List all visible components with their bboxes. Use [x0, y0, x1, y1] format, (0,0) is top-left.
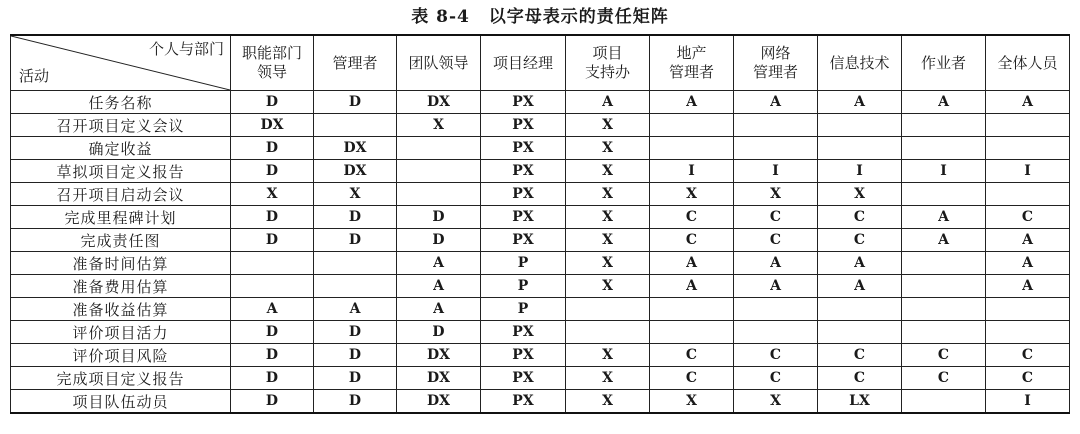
table-row	[11, 91, 1070, 114]
responsibility-cell: I	[650, 160, 734, 183]
activity-cell: 任务名称	[11, 91, 231, 114]
responsibility-cell	[397, 137, 481, 160]
responsibility-cell: A	[986, 275, 1070, 298]
column-header: 团队领导	[397, 35, 481, 91]
column-header: 管理者	[314, 35, 397, 91]
responsibility-cell	[818, 298, 902, 321]
activity-cell: 项目队伍动员	[11, 390, 231, 414]
responsibility-cell: D	[231, 91, 314, 114]
responsibility-cell: X	[566, 183, 650, 206]
responsibility-cell	[902, 183, 986, 206]
responsibility-cell: PX	[481, 183, 566, 206]
responsibility-cell: A	[734, 252, 818, 275]
responsibility-cell: DX	[231, 114, 314, 137]
responsibility-cell	[650, 321, 734, 344]
responsibility-cell: DX	[397, 390, 481, 414]
responsibility-cell: A	[650, 252, 734, 275]
column-header: 全体人员	[986, 35, 1070, 91]
header-row	[11, 35, 1070, 91]
responsibility-cell	[734, 298, 818, 321]
responsibility-cell: D	[231, 344, 314, 367]
table-caption	[0, 0, 1080, 34]
activity-cell: 完成里程碑计划	[11, 206, 231, 229]
responsibility-cell: DX	[314, 137, 397, 160]
responsibility-cell	[650, 114, 734, 137]
column-header: 信息技术	[818, 35, 902, 91]
matrix-body	[11, 91, 1070, 414]
responsibility-cell: C	[734, 206, 818, 229]
responsibility-cell	[902, 137, 986, 160]
activity-cell: 召开项目定义会议	[11, 114, 231, 137]
responsibility-cell: C	[734, 229, 818, 252]
responsibility-cell	[650, 298, 734, 321]
responsibility-cell: I	[986, 160, 1070, 183]
responsibility-cell	[314, 275, 397, 298]
responsibility-cell	[231, 275, 314, 298]
responsibility-cell: A	[566, 91, 650, 114]
responsibility-cell: PX	[481, 206, 566, 229]
responsibility-cell	[734, 137, 818, 160]
responsibility-cell	[734, 321, 818, 344]
responsibility-cell: D	[231, 390, 314, 414]
responsibility-cell: C	[650, 229, 734, 252]
responsibility-cell: P	[481, 298, 566, 321]
responsibility-cell: P	[481, 275, 566, 298]
responsibility-cell: C	[986, 206, 1070, 229]
responsibility-cell: PX	[481, 229, 566, 252]
responsibility-cell: PX	[481, 114, 566, 137]
table-row	[11, 390, 1070, 414]
responsibility-cell: X	[566, 367, 650, 390]
responsibility-cell: I	[818, 160, 902, 183]
activity-cell: 准备费用估算	[11, 275, 231, 298]
activity-cell: 准备时间估算	[11, 252, 231, 275]
responsibility-cell	[818, 321, 902, 344]
responsibility-cell: D	[231, 229, 314, 252]
responsibility-cell: A	[397, 298, 481, 321]
responsibility-cell: A	[986, 229, 1070, 252]
table-row	[11, 298, 1070, 321]
responsibility-cell: PX	[481, 160, 566, 183]
activity-cell: 评价项目活力	[11, 321, 231, 344]
responsibility-cell: C	[734, 367, 818, 390]
table-row	[11, 137, 1070, 160]
table-row	[11, 252, 1070, 275]
responsibility-cell: X	[566, 114, 650, 137]
table-row	[11, 206, 1070, 229]
responsibility-cell: X	[566, 275, 650, 298]
table-title: 以字母表示的责任矩阵	[488, 7, 669, 27]
responsibility-cell	[902, 321, 986, 344]
activity-cell: 草拟项目定义报告	[11, 160, 231, 183]
responsibility-cell: C	[818, 344, 902, 367]
responsibility-cell: PX	[481, 321, 566, 344]
column-header: 项目经理	[481, 35, 566, 91]
responsibility-cell: PX	[481, 344, 566, 367]
responsibility-cell: D	[314, 390, 397, 414]
responsibility-matrix	[10, 34, 1070, 414]
responsibility-cell: C	[818, 229, 902, 252]
responsibility-cell: A	[231, 298, 314, 321]
responsibility-cell: LX	[818, 390, 902, 414]
responsibility-cell: D	[314, 229, 397, 252]
responsibility-cell: A	[818, 275, 902, 298]
responsibility-cell	[986, 298, 1070, 321]
responsibility-cell	[231, 252, 314, 275]
responsibility-cell: D	[314, 344, 397, 367]
column-header: 网络 管理者	[734, 35, 818, 91]
responsibility-cell: X	[397, 114, 481, 137]
responsibility-cell	[734, 114, 818, 137]
table-row	[11, 321, 1070, 344]
responsibility-cell: C	[650, 344, 734, 367]
responsibility-cell: PX	[481, 91, 566, 114]
table-row	[11, 367, 1070, 390]
responsibility-cell: X	[314, 183, 397, 206]
responsibility-cell: I	[902, 160, 986, 183]
responsibility-cell: X	[566, 344, 650, 367]
responsibility-cell: A	[734, 91, 818, 114]
responsibility-cell: D	[397, 206, 481, 229]
table-row	[11, 229, 1070, 252]
responsibility-cell: A	[650, 91, 734, 114]
responsibility-cell: A	[397, 252, 481, 275]
responsibility-cell: D	[397, 229, 481, 252]
responsibility-cell: D	[231, 137, 314, 160]
responsibility-cell	[818, 114, 902, 137]
activity-cell: 完成项目定义报告	[11, 367, 231, 390]
responsibility-cell: A	[818, 91, 902, 114]
responsibility-cell: C	[818, 206, 902, 229]
responsibility-cell: X	[566, 252, 650, 275]
responsibility-cell: X	[566, 160, 650, 183]
responsibility-cell: X	[650, 183, 734, 206]
table-row	[11, 183, 1070, 206]
responsibility-cell: A	[902, 206, 986, 229]
column-header: 项目 支持办	[566, 35, 650, 91]
responsibility-cell	[986, 183, 1070, 206]
column-header: 职能部门 领导	[231, 35, 314, 91]
responsibility-cell: X	[818, 183, 902, 206]
table-number: 表 8-4	[411, 7, 470, 27]
responsibility-cell: A	[902, 91, 986, 114]
responsibility-cell	[818, 137, 902, 160]
responsibility-cell: P	[481, 252, 566, 275]
responsibility-cell: C	[734, 344, 818, 367]
responsibility-cell: X	[566, 137, 650, 160]
responsibility-cell	[314, 252, 397, 275]
activity-cell: 评价项目风险	[11, 344, 231, 367]
responsibility-cell: D	[314, 91, 397, 114]
responsibility-cell: DX	[314, 160, 397, 183]
responsibility-cell: I	[734, 160, 818, 183]
responsibility-cell: PX	[481, 390, 566, 414]
table-row	[11, 114, 1070, 137]
responsibility-cell: A	[902, 229, 986, 252]
responsibility-cell	[566, 321, 650, 344]
responsibility-cell	[397, 183, 481, 206]
responsibility-cell: I	[986, 390, 1070, 414]
responsibility-cell: PX	[481, 137, 566, 160]
responsibility-cell	[566, 298, 650, 321]
responsibility-cell: C	[986, 344, 1070, 367]
responsibility-cell	[902, 114, 986, 137]
responsibility-cell: X	[231, 183, 314, 206]
responsibility-cell: C	[986, 367, 1070, 390]
responsibility-cell: C	[902, 367, 986, 390]
responsibility-cell: A	[986, 252, 1070, 275]
responsibility-cell: C	[818, 367, 902, 390]
responsibility-cell	[902, 298, 986, 321]
responsibility-cell: X	[566, 229, 650, 252]
responsibility-cell	[650, 137, 734, 160]
responsibility-cell: PX	[481, 367, 566, 390]
corner-top-label: 个人与部门	[148, 40, 224, 58]
responsibility-cell: DX	[397, 367, 481, 390]
responsibility-cell: D	[231, 367, 314, 390]
responsibility-cell	[986, 321, 1070, 344]
responsibility-cell: X	[566, 206, 650, 229]
responsibility-cell: A	[986, 91, 1070, 114]
responsibility-cell: A	[314, 298, 397, 321]
table-row	[11, 344, 1070, 367]
responsibility-cell: DX	[397, 344, 481, 367]
activity-cell: 准备收益估算	[11, 298, 231, 321]
responsibility-cell: D	[231, 160, 314, 183]
responsibility-cell: D	[314, 206, 397, 229]
responsibility-cell: A	[397, 275, 481, 298]
column-header: 地产 管理者	[650, 35, 734, 91]
responsibility-cell: X	[734, 183, 818, 206]
responsibility-cell: D	[314, 321, 397, 344]
table-row	[11, 160, 1070, 183]
responsibility-cell	[902, 275, 986, 298]
responsibility-cell: C	[902, 344, 986, 367]
responsibility-cell	[902, 390, 986, 414]
responsibility-cell: A	[650, 275, 734, 298]
responsibility-cell: C	[650, 206, 734, 229]
corner-cell	[11, 35, 231, 91]
responsibility-cell	[986, 137, 1070, 160]
activity-cell: 召开项目启动会议	[11, 183, 231, 206]
responsibility-cell: D	[231, 206, 314, 229]
responsibility-cell	[902, 252, 986, 275]
activity-cell: 完成责任图	[11, 229, 231, 252]
responsibility-cell	[986, 114, 1070, 137]
activity-cell: 确定收益	[11, 137, 231, 160]
responsibility-cell: D	[397, 321, 481, 344]
responsibility-cell: DX	[397, 91, 481, 114]
responsibility-cell: D	[314, 367, 397, 390]
table-row	[11, 275, 1070, 298]
responsibility-cell: A	[734, 275, 818, 298]
responsibility-cell: A	[818, 252, 902, 275]
responsibility-cell: X	[650, 390, 734, 414]
responsibility-cell: C	[650, 367, 734, 390]
corner-bottom-label: 活动	[19, 67, 50, 85]
responsibility-cell: X	[734, 390, 818, 414]
responsibility-cell: X	[566, 390, 650, 414]
column-header: 作业者	[902, 35, 986, 91]
responsibility-cell: D	[231, 321, 314, 344]
responsibility-cell	[397, 160, 481, 183]
responsibility-cell	[314, 114, 397, 137]
